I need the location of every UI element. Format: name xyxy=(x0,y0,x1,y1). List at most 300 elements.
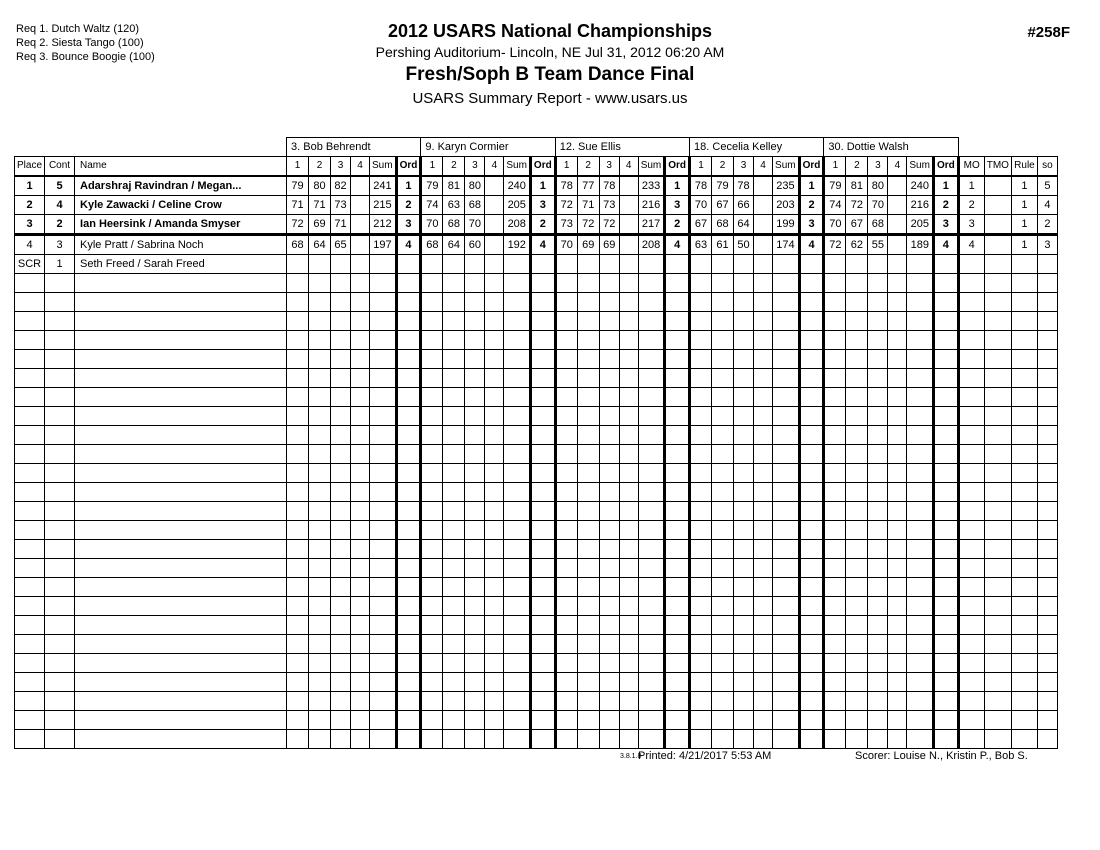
score-cell: 70 xyxy=(465,215,485,235)
score-cell xyxy=(619,176,638,196)
empty-cell xyxy=(15,388,45,407)
empty-cell xyxy=(868,388,888,407)
score-cell: 68 xyxy=(287,235,309,255)
empty-cell xyxy=(599,350,619,369)
empty-cell xyxy=(824,730,846,749)
empty-cell xyxy=(45,388,75,407)
empty-cell xyxy=(773,597,800,616)
empty-cell xyxy=(15,597,45,616)
score-cell xyxy=(555,255,577,274)
empty-cell xyxy=(287,692,309,711)
score-cell: 72 xyxy=(846,196,868,215)
empty-cell xyxy=(824,578,846,597)
empty-row xyxy=(15,274,1058,293)
name-cell: Ian Heersink / Amanda Smyser xyxy=(75,215,287,235)
empty-cell xyxy=(309,635,331,654)
empty-cell xyxy=(370,293,397,312)
sum-cell xyxy=(638,255,665,274)
empty-cell xyxy=(665,274,690,293)
score-cell: 68 xyxy=(712,215,734,235)
empty-cell xyxy=(45,654,75,673)
empty-cell xyxy=(638,616,665,635)
score-cell: 72 xyxy=(287,215,309,235)
empty-cell xyxy=(799,464,824,483)
empty-cell xyxy=(665,635,690,654)
tmo-cell xyxy=(984,255,1011,274)
empty-cell xyxy=(396,407,421,426)
empty-cell xyxy=(638,426,665,445)
empty-cell xyxy=(599,312,619,331)
empty-cell xyxy=(958,312,984,331)
empty-cell xyxy=(309,293,331,312)
empty-cell xyxy=(846,312,868,331)
empty-cell xyxy=(287,673,309,692)
empty-cell xyxy=(443,293,465,312)
empty-cell xyxy=(504,711,531,730)
empty-cell xyxy=(351,464,370,483)
empty-cell xyxy=(958,293,984,312)
score-cell xyxy=(754,196,773,215)
score-cell xyxy=(888,196,907,215)
empty-cell xyxy=(907,673,934,692)
empty-cell xyxy=(888,274,907,293)
empty-cell xyxy=(443,673,465,692)
empty-cell xyxy=(690,483,712,502)
empty-cell xyxy=(504,274,531,293)
empty-cell xyxy=(619,464,638,483)
empty-cell xyxy=(309,350,331,369)
empty-cell xyxy=(619,369,638,388)
score-cell: 81 xyxy=(846,176,868,196)
score-cell xyxy=(888,215,907,235)
ord-cell xyxy=(933,255,958,274)
empty-cell xyxy=(799,407,824,426)
empty-cell xyxy=(370,711,397,730)
empty-cell xyxy=(734,483,754,502)
empty-cell xyxy=(754,692,773,711)
empty-cell xyxy=(846,540,868,559)
empty-cell xyxy=(690,407,712,426)
empty-cell xyxy=(888,654,907,673)
ord-cell: 2 xyxy=(530,215,555,235)
col-header: 2 xyxy=(846,157,868,177)
empty-cell xyxy=(888,445,907,464)
empty-cell xyxy=(907,407,934,426)
empty-cell xyxy=(396,312,421,331)
sum-cell: 199 xyxy=(773,215,800,235)
score-cell: 72 xyxy=(824,235,846,255)
mo-cell: 3 xyxy=(958,215,984,235)
empty-cell xyxy=(577,616,599,635)
empty-cell xyxy=(619,293,638,312)
empty-cell xyxy=(907,274,934,293)
ord-cell: 1 xyxy=(530,176,555,196)
empty-cell xyxy=(577,635,599,654)
empty-cell xyxy=(555,426,577,445)
ord-cell: 3 xyxy=(396,215,421,235)
empty-cell xyxy=(1037,616,1057,635)
empty-cell xyxy=(309,502,331,521)
score-cell: 79 xyxy=(824,176,846,196)
empty-cell xyxy=(15,578,45,597)
empty-cell xyxy=(665,369,690,388)
empty-cell xyxy=(888,312,907,331)
empty-cell xyxy=(421,578,443,597)
empty-cell xyxy=(907,426,934,445)
empty-cell xyxy=(75,654,287,673)
empty-cell xyxy=(958,388,984,407)
empty-cell xyxy=(45,293,75,312)
empty-cell xyxy=(309,407,331,426)
empty-cell xyxy=(665,464,690,483)
empty-cell xyxy=(824,559,846,578)
empty-cell xyxy=(1011,312,1037,331)
score-cell: 69 xyxy=(309,215,331,235)
empty-cell xyxy=(958,350,984,369)
score-cell: 64 xyxy=(443,235,465,255)
empty-cell xyxy=(396,388,421,407)
sum-cell: 235 xyxy=(773,176,800,196)
empty-cell xyxy=(599,578,619,597)
empty-cell xyxy=(443,388,465,407)
empty-cell xyxy=(846,711,868,730)
sum-cell: 233 xyxy=(638,176,665,196)
empty-cell xyxy=(577,559,599,578)
empty-cell xyxy=(638,407,665,426)
empty-cell xyxy=(530,426,555,445)
empty-cell xyxy=(396,445,421,464)
empty-cell xyxy=(530,312,555,331)
venue-line: Pershing Auditorium- Lincoln, NE Jul 31, 2012 06:20 AM xyxy=(375,44,725,60)
sum-cell: 241 xyxy=(370,176,397,196)
empty-cell xyxy=(530,293,555,312)
so-cell: 5 xyxy=(1037,176,1057,196)
empty-cell xyxy=(712,730,734,749)
empty-cell xyxy=(754,616,773,635)
empty-cell xyxy=(799,692,824,711)
empty-cell xyxy=(846,445,868,464)
empty-cell xyxy=(370,331,397,350)
col-header: Sum xyxy=(370,157,397,177)
empty-cell xyxy=(504,540,531,559)
empty-cell xyxy=(907,540,934,559)
empty-cell xyxy=(485,597,504,616)
score-cell xyxy=(619,215,638,235)
scorer-credits: Scorer: Louise N., Kristin P., Bob S. xyxy=(855,750,1028,762)
score-cell: 78 xyxy=(599,176,619,196)
empty-cell xyxy=(846,483,868,502)
empty-cell xyxy=(665,692,690,711)
empty-cell xyxy=(773,559,800,578)
empty-cell xyxy=(712,673,734,692)
empty-cell xyxy=(690,274,712,293)
ord-cell xyxy=(665,255,690,274)
empty-cell xyxy=(712,464,734,483)
empty-row xyxy=(15,312,1058,331)
score-cell: 63 xyxy=(690,235,712,255)
rule-cell: 1 xyxy=(1011,176,1037,196)
empty-cell xyxy=(530,559,555,578)
empty-cell xyxy=(421,521,443,540)
score-cell xyxy=(309,255,331,274)
empty-cell xyxy=(824,293,846,312)
col-header: Cont xyxy=(45,157,75,177)
empty-cell xyxy=(1011,502,1037,521)
place-cell: 2 xyxy=(15,196,45,215)
empty-cell xyxy=(1011,407,1037,426)
score-cell: 73 xyxy=(331,196,351,215)
empty-cell xyxy=(1011,597,1037,616)
empty-cell xyxy=(888,559,907,578)
empty-cell xyxy=(577,521,599,540)
empty-cell xyxy=(734,369,754,388)
empty-cell xyxy=(619,521,638,540)
empty-row xyxy=(15,654,1058,673)
empty-cell xyxy=(421,350,443,369)
sum-cell: 205 xyxy=(504,196,531,215)
empty-cell xyxy=(888,369,907,388)
empty-cell xyxy=(799,540,824,559)
empty-cell xyxy=(846,502,868,521)
empty-cell xyxy=(734,616,754,635)
score-cell: 70 xyxy=(690,196,712,215)
empty-cell xyxy=(619,274,638,293)
empty-cell xyxy=(619,711,638,730)
empty-cell xyxy=(799,635,824,654)
empty-cell xyxy=(824,426,846,445)
tmo-cell xyxy=(984,196,1011,215)
score-cell xyxy=(712,255,734,274)
sum-cell: 216 xyxy=(907,196,934,215)
score-cell xyxy=(577,255,599,274)
empty-cell xyxy=(824,635,846,654)
ord-cell: 1 xyxy=(799,176,824,196)
empty-cell xyxy=(984,274,1011,293)
empty-cell xyxy=(45,711,75,730)
empty-row xyxy=(15,388,1058,407)
empty-cell xyxy=(734,331,754,350)
mo-cell: 1 xyxy=(958,176,984,196)
empty-row xyxy=(15,407,1058,426)
empty-cell xyxy=(868,692,888,711)
empty-cell xyxy=(754,559,773,578)
empty-cell xyxy=(754,407,773,426)
empty-cell xyxy=(638,293,665,312)
col-header: 3 xyxy=(331,157,351,177)
empty-cell xyxy=(370,464,397,483)
empty-cell xyxy=(15,540,45,559)
empty-cell xyxy=(396,426,421,445)
empty-cell xyxy=(933,293,958,312)
empty-cell xyxy=(465,426,485,445)
empty-cell xyxy=(331,673,351,692)
empty-cell xyxy=(555,616,577,635)
empty-cell xyxy=(443,635,465,654)
empty-cell xyxy=(1037,445,1057,464)
empty-cell xyxy=(530,331,555,350)
score-cell: 69 xyxy=(599,235,619,255)
empty-cell xyxy=(485,464,504,483)
empty-cell xyxy=(370,635,397,654)
empty-cell xyxy=(287,654,309,673)
empty-cell xyxy=(868,502,888,521)
empty-cell xyxy=(421,673,443,692)
empty-cell xyxy=(690,521,712,540)
empty-cell xyxy=(485,616,504,635)
empty-cell xyxy=(599,559,619,578)
empty-cell xyxy=(712,559,734,578)
empty-cell xyxy=(933,369,958,388)
empty-cell xyxy=(465,635,485,654)
empty-cell xyxy=(773,483,800,502)
empty-cell xyxy=(868,578,888,597)
empty-cell xyxy=(15,426,45,445)
empty-cell xyxy=(824,673,846,692)
empty-cell xyxy=(773,369,800,388)
header-spacer-right xyxy=(958,138,1057,157)
empty-cell xyxy=(933,464,958,483)
empty-cell xyxy=(984,483,1011,502)
score-cell xyxy=(351,255,370,274)
empty-cell xyxy=(888,635,907,654)
col-header: 3 xyxy=(465,157,485,177)
empty-cell xyxy=(868,616,888,635)
empty-cell xyxy=(75,635,287,654)
empty-cell xyxy=(799,730,824,749)
empty-cell xyxy=(933,654,958,673)
empty-cell xyxy=(665,502,690,521)
event-title: Fresh/Soph B Team Dance Final xyxy=(405,64,695,85)
empty-cell xyxy=(75,692,287,711)
empty-cell xyxy=(1037,407,1057,426)
empty-cell xyxy=(465,673,485,692)
empty-cell xyxy=(504,635,531,654)
empty-cell xyxy=(331,559,351,578)
empty-cell xyxy=(45,540,75,559)
score-cell: 55 xyxy=(868,235,888,255)
score-cell: 68 xyxy=(443,215,465,235)
empty-cell xyxy=(712,407,734,426)
empty-cell xyxy=(309,445,331,464)
col-header: Sum xyxy=(638,157,665,177)
empty-cell xyxy=(331,711,351,730)
empty-cell xyxy=(846,635,868,654)
empty-cell xyxy=(734,388,754,407)
empty-cell xyxy=(907,711,934,730)
empty-cell xyxy=(443,274,465,293)
empty-cell xyxy=(734,673,754,692)
empty-cell xyxy=(754,635,773,654)
empty-cell xyxy=(530,540,555,559)
empty-cell xyxy=(504,445,531,464)
rule-cell: 1 xyxy=(1011,235,1037,255)
empty-cell xyxy=(465,483,485,502)
empty-cell xyxy=(75,426,287,445)
empty-cell xyxy=(984,559,1011,578)
empty-cell xyxy=(370,388,397,407)
score-cell: 74 xyxy=(824,196,846,215)
empty-cell xyxy=(287,540,309,559)
empty-cell xyxy=(465,559,485,578)
empty-cell xyxy=(734,521,754,540)
empty-cell xyxy=(396,464,421,483)
empty-cell xyxy=(734,445,754,464)
empty-cell xyxy=(485,654,504,673)
empty-cell xyxy=(396,369,421,388)
score-cell: 77 xyxy=(577,176,599,196)
empty-cell xyxy=(773,293,800,312)
name-cell: Seth Freed / Sarah Freed xyxy=(75,255,287,274)
score-cell: 61 xyxy=(712,235,734,255)
empty-cell xyxy=(287,502,309,521)
empty-cell xyxy=(287,350,309,369)
empty-cell xyxy=(485,483,504,502)
score-cell: 67 xyxy=(690,215,712,235)
empty-cell xyxy=(754,502,773,521)
empty-cell xyxy=(868,559,888,578)
empty-cell xyxy=(665,407,690,426)
empty-cell xyxy=(555,274,577,293)
empty-cell xyxy=(907,388,934,407)
empty-cell xyxy=(734,407,754,426)
empty-cell xyxy=(599,730,619,749)
empty-cell xyxy=(734,730,754,749)
empty-row xyxy=(15,502,1058,521)
empty-cell xyxy=(1037,578,1057,597)
empty-cell xyxy=(465,597,485,616)
score-cell: 72 xyxy=(577,215,599,235)
empty-cell xyxy=(888,616,907,635)
empty-cell xyxy=(396,350,421,369)
results-table-body xyxy=(15,176,1058,749)
empty-cell xyxy=(577,293,599,312)
col-header: 1 xyxy=(824,157,846,177)
empty-cell xyxy=(734,578,754,597)
empty-cell xyxy=(309,331,331,350)
empty-cell xyxy=(619,635,638,654)
empty-cell xyxy=(665,654,690,673)
empty-cell xyxy=(799,312,824,331)
empty-cell xyxy=(485,502,504,521)
empty-cell xyxy=(443,692,465,711)
empty-cell xyxy=(888,673,907,692)
empty-cell xyxy=(638,711,665,730)
empty-cell xyxy=(665,597,690,616)
empty-cell xyxy=(888,407,907,426)
empty-cell xyxy=(638,578,665,597)
score-cell xyxy=(619,235,638,255)
empty-cell xyxy=(933,426,958,445)
empty-cell xyxy=(443,426,465,445)
score-cell xyxy=(619,255,638,274)
empty-cell xyxy=(958,502,984,521)
table-row xyxy=(15,215,1058,235)
empty-cell xyxy=(690,502,712,521)
empty-cell xyxy=(45,483,75,502)
empty-cell xyxy=(370,483,397,502)
empty-cell xyxy=(577,692,599,711)
empty-cell xyxy=(690,635,712,654)
empty-cell xyxy=(1037,521,1057,540)
empty-cell xyxy=(577,331,599,350)
score-cell xyxy=(734,255,754,274)
score-cell xyxy=(888,176,907,196)
col-header: 4 xyxy=(888,157,907,177)
empty-cell xyxy=(665,521,690,540)
empty-cell xyxy=(530,274,555,293)
col-header: 1 xyxy=(555,157,577,177)
empty-cell xyxy=(443,445,465,464)
